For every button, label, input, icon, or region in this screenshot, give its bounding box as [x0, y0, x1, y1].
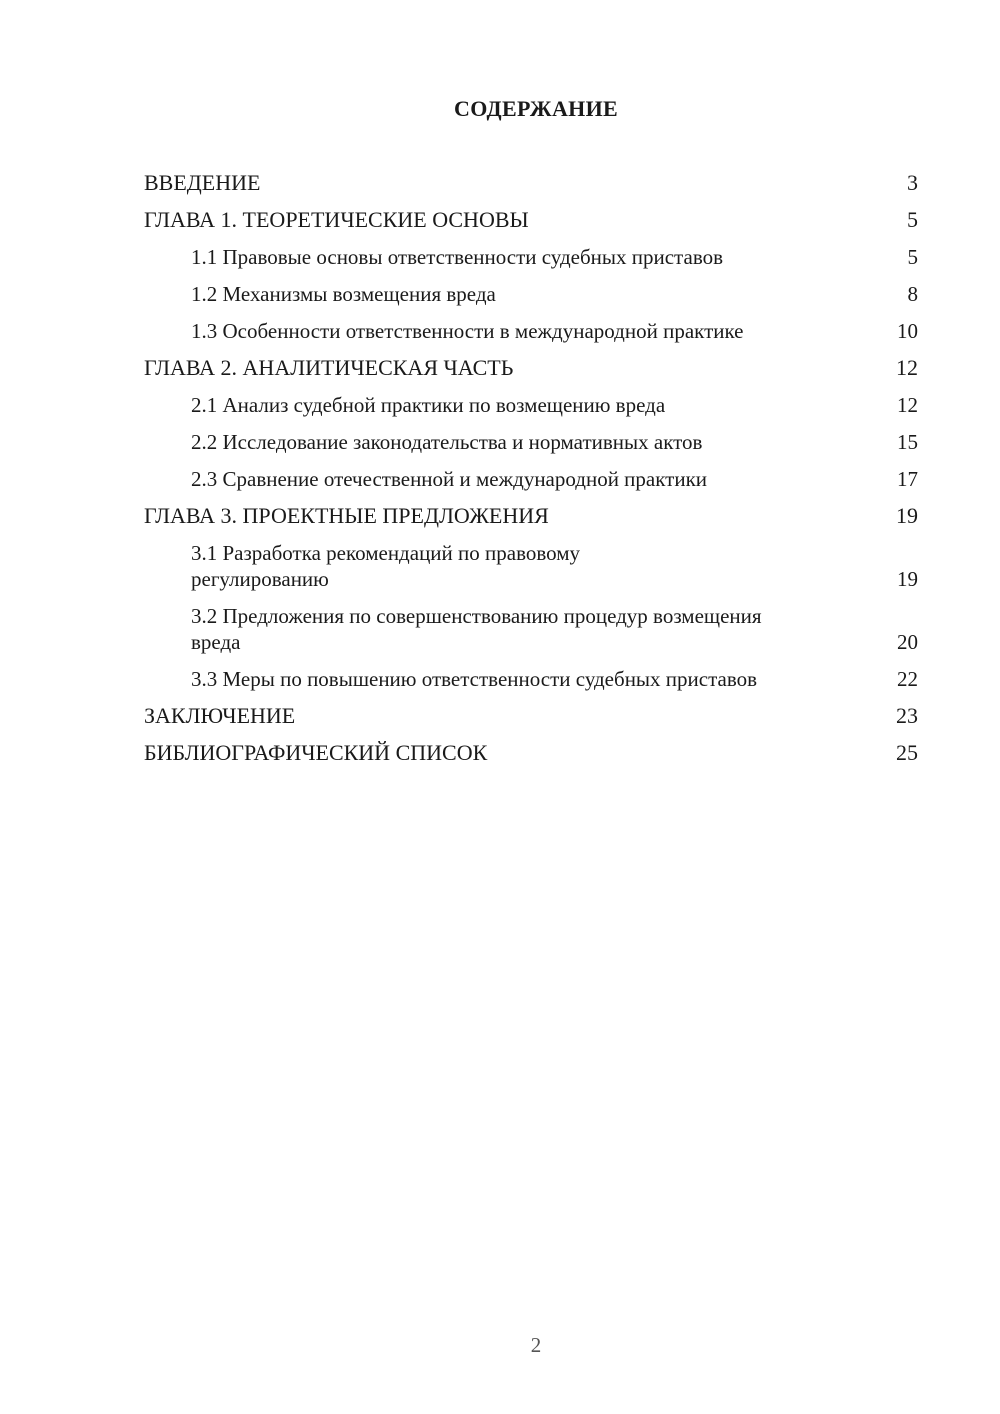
toc-entry-section-3-1[interactable] — [144, 540, 918, 592]
toc-entry-page: 12 — [897, 393, 918, 417]
toc-entry-text: ГЛАВА 2. АНАЛИТИЧЕСКАЯ ЧАСТЬ — [144, 355, 514, 380]
toc-entry-chapter-2[interactable] — [144, 355, 918, 381]
toc-entry-text: 1.2 Механизмы возмещения вреда — [191, 282, 496, 306]
toc-entry-section-2-2[interactable] — [144, 429, 918, 455]
toc-entry-page: 15 — [897, 430, 918, 454]
toc-entry-text: ЗАКЛЮЧЕНИЕ — [144, 703, 296, 728]
toc-entry-section-1-3[interactable] — [144, 318, 918, 344]
toc-entry-page: 19 — [896, 503, 918, 528]
toc-entry-page: 8 — [907, 282, 918, 306]
toc-entry-page: 19 — [897, 567, 918, 591]
toc-entry-text: 2.1 Анализ судебной практики по возмещению вреда — [191, 393, 666, 417]
toc-entry-section-3-2[interactable] — [144, 603, 918, 655]
toc-entry-text: 3.3 Меры по повышению ответственности судебных приставов — [191, 667, 758, 691]
toc-entry-page: 22 — [897, 667, 918, 691]
toc-entry-section-1-1[interactable] — [144, 244, 918, 270]
toc-entry-page: 5 — [907, 245, 918, 269]
toc-entry-page: 5 — [907, 207, 918, 232]
page-number: 2 — [530, 1333, 542, 1357]
toc-entry-chapter-1[interactable] — [144, 207, 918, 233]
toc-entry-text: 1.1 Правовые основы ответственности судебных приставов — [191, 245, 724, 269]
toc-entry-text: 1.3 Особенности ответственности в международной практике — [191, 319, 744, 343]
toc-entry-text: 2.2 Исследование законодательства и нормативных актов — [191, 430, 703, 454]
toc-entry-introduction[interactable] — [144, 170, 918, 196]
toc-entry-page: 25 — [896, 740, 918, 765]
toc-entry-page: 23 — [896, 703, 918, 728]
toc-entry-text: ВВЕДЕНИЕ — [144, 170, 261, 195]
toc-entry-page: 3 — [907, 170, 918, 195]
page-title: СОДЕРЖАНИЕ — [454, 96, 618, 121]
toc-entry-section-2-1[interactable] — [144, 392, 918, 418]
toc-entry-chapter-3[interactable] — [144, 503, 918, 529]
toc-entry-page: 20 — [897, 630, 918, 654]
toc-entry-section-3-3[interactable] — [144, 666, 918, 692]
table-of-contents — [144, 170, 918, 777]
toc-entry-text: 3.2 Предложения по совершенствованию процедур возмещения вреда — [191, 604, 762, 654]
toc-entry-text: ГЛАВА 1. ТЕОРЕТИЧЕСКИЕ ОСНОВЫ — [144, 207, 529, 232]
toc-entry-section-2-3[interactable] — [144, 466, 918, 492]
toc-entry-text: ГЛАВА 3. ПРОЕКТНЫЕ ПРЕДЛОЖЕНИЯ — [144, 503, 549, 528]
toc-entry-page: 17 — [897, 467, 918, 491]
toc-entry-text: 2.3 Сравнение отечественной и международной практики — [191, 467, 708, 491]
toc-entry-bibliography[interactable] — [144, 740, 918, 766]
toc-entry-page: 10 — [897, 319, 918, 343]
toc-entry-text: 3.1 Разработка рекомендаций по правовому регулированию — [191, 541, 581, 591]
toc-entry-section-1-2[interactable] — [144, 281, 918, 307]
toc-entry-page: 12 — [896, 355, 918, 380]
toc-entry-text: БИБЛИОГРАФИЧЕСКИЙ СПИСОК — [144, 740, 488, 765]
toc-entry-conclusion[interactable] — [144, 703, 918, 729]
